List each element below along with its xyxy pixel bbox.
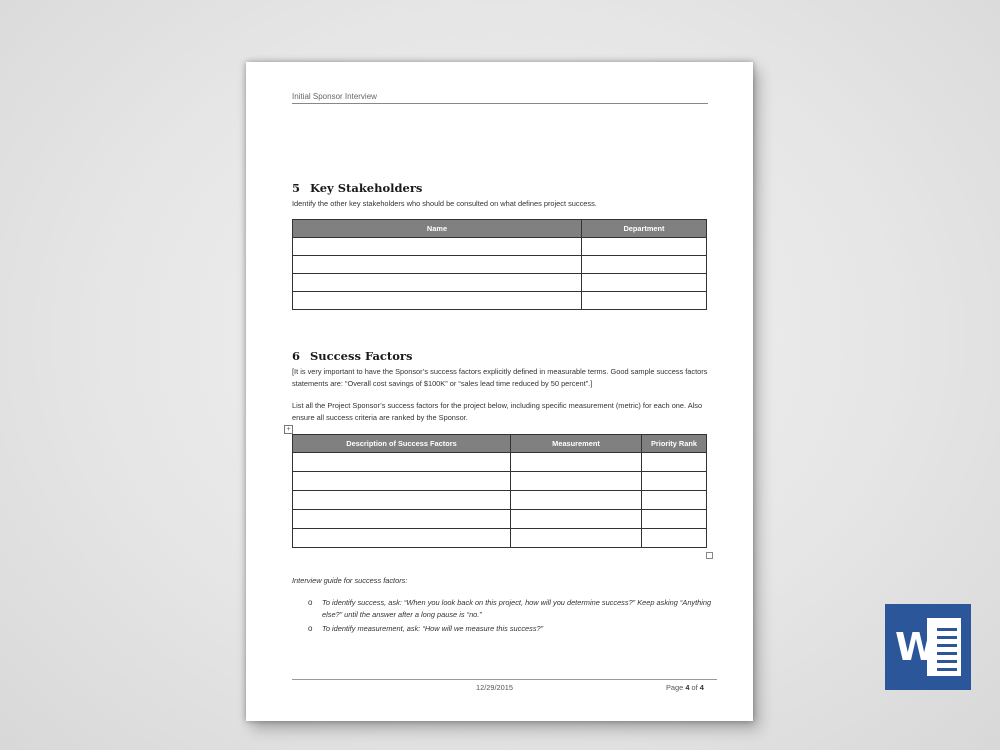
table-cell[interactable]	[293, 292, 582, 310]
page-of: of	[691, 683, 698, 692]
table-cell[interactable]	[582, 292, 707, 310]
column-header-name: Name	[293, 220, 582, 238]
table-cell[interactable]	[293, 510, 511, 529]
table-cell[interactable]	[582, 238, 707, 256]
section-title: Success Factors	[310, 349, 413, 363]
page-current: 4	[685, 683, 690, 692]
list-item-text: To identify success, ask: “When you look back on this project, how will you determine success?” Keep asking “Anything else?” until the answer after a long pause is “no.”	[322, 598, 712, 619]
table-cell[interactable]	[511, 453, 642, 472]
section-para-instructions: [It is very important to have the Sponsor’s success factors explicitly defined in measurable terms. Good sample success factors statements are: “Overall cost savings of $100K” or “sales lead time reduced by 50 percent”.]	[292, 367, 708, 388]
document-page	[246, 62, 753, 721]
table-cell[interactable]	[293, 472, 511, 491]
column-header-measurement: Measurement	[511, 435, 642, 453]
table-cell[interactable]	[582, 256, 707, 274]
section-para-list: List all the Project Sponsor’s success factors for the project below, including specific measurement (metric) for each one. Also ensure all success criteria are ranked by the Sponsor.	[292, 401, 703, 422]
table-cell[interactable]	[511, 529, 642, 548]
table-cell[interactable]	[642, 453, 707, 472]
stakeholders-table	[292, 219, 707, 310]
table-row	[293, 453, 707, 472]
table-cell[interactable]	[293, 491, 511, 510]
table-cell[interactable]	[293, 453, 511, 472]
interview-guide-heading: Interview guide for success factors:	[292, 576, 408, 585]
table-cell[interactable]	[293, 529, 511, 548]
table-cell[interactable]	[293, 256, 582, 274]
table-row	[293, 274, 707, 292]
section-heading-key-stakeholders	[292, 181, 422, 195]
column-header-department: Department	[582, 220, 707, 238]
bullet-circle-icon: o	[308, 624, 313, 633]
list-item	[292, 597, 712, 621]
table-header-row	[293, 220, 707, 238]
bullet-circle-icon: o	[308, 598, 313, 607]
table-resize-handle[interactable]	[706, 552, 713, 559]
table-row	[293, 529, 707, 548]
table-cell[interactable]	[582, 274, 707, 292]
page-total: 4	[699, 683, 704, 692]
table-cell[interactable]	[511, 510, 642, 529]
table-header-row	[293, 435, 707, 453]
table-cell[interactable]	[642, 472, 707, 491]
interview-guide-list	[292, 597, 712, 637]
table-row	[293, 491, 707, 510]
section-intro: Identify the other key stakeholders who should be consulted on what defines project success.	[292, 199, 597, 208]
table-row	[293, 510, 707, 529]
table-cell[interactable]	[511, 491, 642, 510]
table-row	[293, 256, 707, 274]
table-cell[interactable]	[642, 529, 707, 548]
section-number: 6	[292, 349, 301, 363]
success-factors-table	[292, 434, 707, 548]
page-header: Initial Sponsor Interview	[292, 92, 708, 104]
column-header-priority-rank: Priority Rank	[642, 435, 707, 453]
table-cell[interactable]	[642, 510, 707, 529]
list-item	[292, 623, 712, 635]
table-move-handle-icon[interactable]: +	[284, 425, 293, 434]
list-item-text: To identify measurement, ask: “How will we measure this success?”	[322, 624, 544, 633]
word-letter: W	[895, 625, 937, 669]
section-title: Key Stakeholders	[310, 181, 423, 195]
section-number: 5	[292, 181, 301, 195]
page-label: Page	[666, 683, 684, 692]
table-cell[interactable]	[293, 274, 582, 292]
footer-page-number	[666, 683, 704, 692]
column-header-description: Description of Success Factors	[293, 435, 511, 453]
table-row	[293, 292, 707, 310]
table-cell[interactable]	[293, 238, 582, 256]
footer-date: 12/29/2015	[476, 683, 513, 692]
footer-divider	[292, 679, 717, 680]
table-cell[interactable]	[642, 491, 707, 510]
table-row	[293, 472, 707, 491]
table-cell[interactable]	[511, 472, 642, 491]
table-row	[293, 238, 707, 256]
section-heading-success-factors	[292, 349, 412, 363]
word-icon	[885, 604, 971, 690]
